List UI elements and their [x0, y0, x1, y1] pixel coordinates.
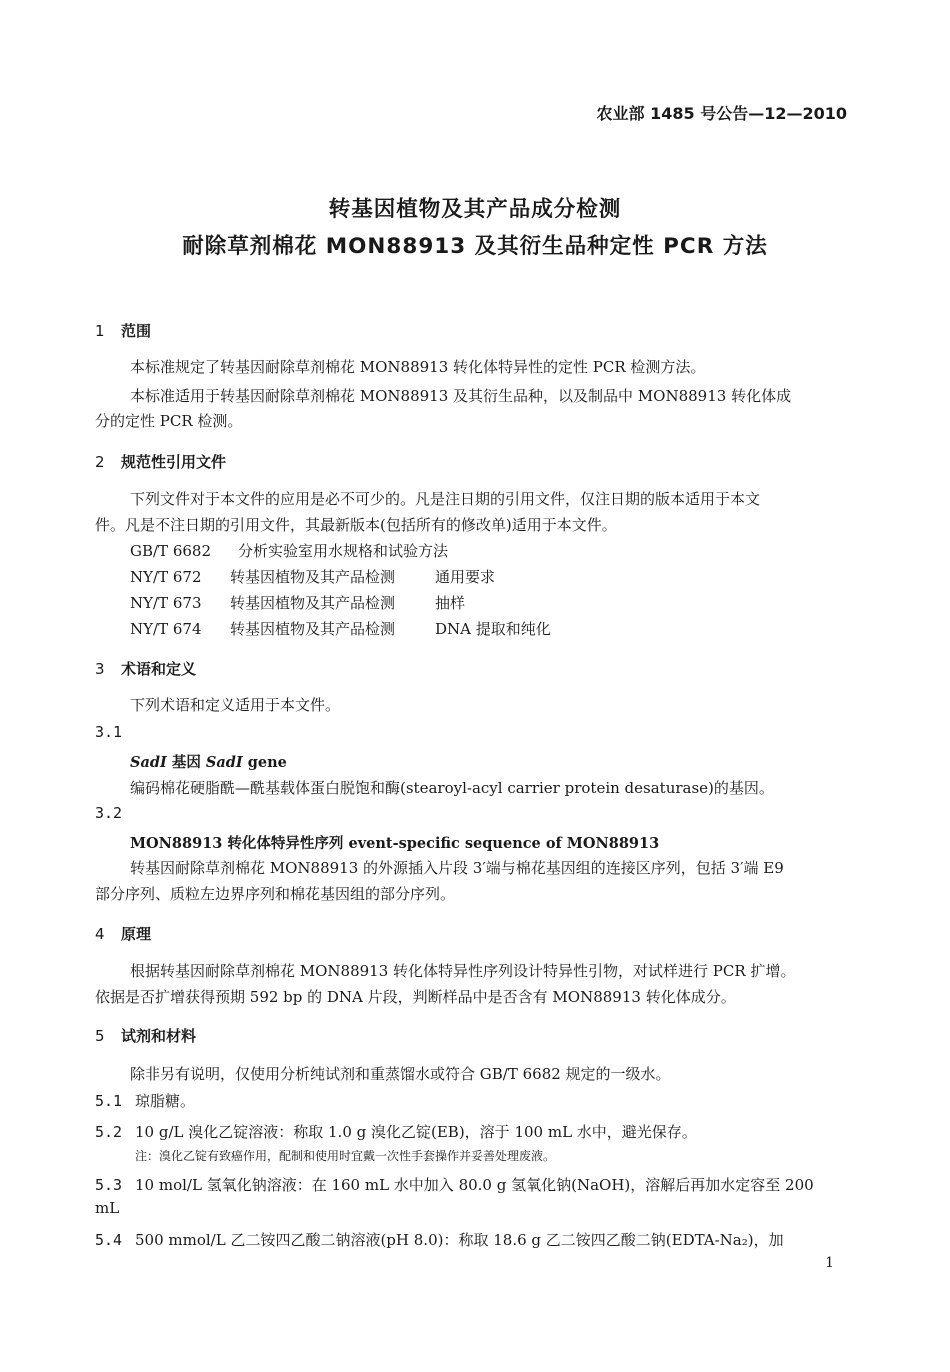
section-number: 3: [95, 660, 105, 678]
page-number: 1: [825, 1255, 834, 1271]
term-heading: MON88913 转化体特异性序列 event-specific sequence of MON88913: [130, 835, 660, 852]
item-number: 5.4: [95, 1231, 123, 1249]
paragraph: 除非另有说明，仅使用分析纯试剂和重蒸馏水或符合 GB/T 6682 规定的一级水。: [130, 1065, 671, 1083]
reference-item: [130, 566, 495, 587]
term-definition: 编码棉花硬脂酰—酰基载体蛋白脱饱和酶(stearoyl-acyl carrier protein desaturase)的基因。: [130, 779, 774, 797]
reference-extra: 抽样: [435, 594, 466, 612]
section-5-heading: [95, 1025, 196, 1046]
paragraph: 下列术语和定义适用于本文件。: [130, 696, 341, 714]
section-1-heading: [95, 320, 151, 341]
reference-item: [130, 540, 448, 561]
term-symbol: SadI: [130, 754, 167, 771]
reagent-item: [95, 1229, 784, 1250]
reagent-item: [95, 1090, 195, 1111]
section-title: 原理: [121, 925, 152, 943]
paragraph: 根据转基因耐除草剂棉花 MON88913 转化体特异性序列设计特异性引物，对试样进行 PCR 扩增。: [130, 962, 796, 980]
term-definition: 部分序列、质粒左边界序列和棉花基因组的部分序列。: [95, 885, 456, 903]
section-4-heading: [95, 923, 151, 944]
item-text: 琼脂糖。: [135, 1092, 196, 1110]
section-2-heading: [95, 451, 226, 472]
section-number: 2: [95, 453, 105, 471]
paragraph: 下列文件对于本文件的应用是必不可少的。凡是注日期的引用文件，仅注日期的版本适用于本文: [130, 490, 761, 508]
item-number: 5.1: [95, 1092, 123, 1110]
reference-title: 转基因植物及其产品检测: [230, 568, 396, 586]
subsection-number: 3.1: [95, 723, 123, 741]
item-text: 10 g/L 溴化乙锭溶液：称取 1.0 g 溴化乙锭(EB)，溶于 100 mL 水中，避光保存。: [135, 1123, 697, 1141]
standard-id: 农业部 1485 号公告—12—2010: [596, 104, 847, 123]
section-title: 术语和定义: [121, 660, 197, 678]
reference-title: 分析实验室用水规格和试验方法: [238, 542, 449, 560]
reference-code: NY/T 674: [130, 620, 202, 638]
paragraph: 分的定性 PCR 检测。: [95, 412, 243, 430]
term-text: gene: [242, 754, 287, 771]
item-text: 500 mmol/L 乙二铵四乙酸二钠溶液(pH 8.0)：称取 18.6 g 乙二铵四乙酸二钠(EDTA-Na₂)，加: [135, 1231, 784, 1249]
term-heading: [130, 751, 287, 772]
reference-code: GB/T 6682: [130, 542, 212, 560]
reagent-item: [95, 1121, 697, 1142]
section-number: 4: [95, 925, 105, 943]
reference-title: 转基因植物及其产品检测: [230, 594, 396, 612]
section-title: 范围: [121, 322, 152, 340]
subsection-number: 3.2: [95, 804, 123, 822]
paragraph: 件。凡是不注日期的引用文件，其最新版本(包括所有的修改单)适用于本文件。: [95, 516, 617, 534]
reference-item: [130, 592, 465, 613]
item-text: 10 mol/L 氢氧化钠溶液：在 160 mL 水中加入 80.0 g 氢氧化钠(NaOH)，溶解后再加水定容至 200: [135, 1176, 814, 1194]
section-title: 试剂和材料: [121, 1027, 197, 1045]
title-line-1: 转基因植物及其产品成分检测: [328, 197, 622, 222]
item-number: 5.2: [95, 1123, 123, 1141]
paragraph: 依据是否扩增获得预期 592 bp 的 DNA 片段，判断样品中是否含有 MON88913 转化体成分。: [95, 988, 736, 1006]
section-3-heading: [95, 658, 196, 679]
reference-code: NY/T 673: [130, 594, 202, 612]
paragraph: 本标准适用于转基因耐除草剂棉花 MON88913 及其衍生品种，以及制品中 MON88913 转化体成: [130, 387, 792, 405]
section-number: 1: [95, 322, 105, 340]
paragraph: mL: [95, 1199, 120, 1217]
term-text: 基因: [166, 754, 206, 771]
reference-extra: DNA 提取和纯化: [435, 620, 551, 638]
term-definition: 转基因耐除草剂棉花 MON88913 的外源插入片段 3′端与棉花基因组的连接区序列，包括 3′端 E9: [130, 859, 784, 877]
section-title: 规范性引用文件: [121, 453, 227, 471]
term-symbol: SadI: [205, 754, 243, 771]
reference-item: [130, 618, 551, 639]
paragraph: 本标准规定了转基因耐除草剂棉花 MON88913 转化体特异性的定性 PCR 检测方法。: [130, 358, 706, 376]
reference-title: 转基因植物及其产品检测: [230, 620, 396, 638]
note: 注：溴化乙锭有致癌作用，配制和使用时宜戴一次性手套操作并妥善处理废液。: [135, 1149, 556, 1163]
reference-extra: 通用要求: [435, 568, 496, 586]
section-number: 5: [95, 1027, 105, 1045]
item-number: 5.3: [95, 1176, 123, 1194]
reference-code: NY/T 672: [130, 568, 202, 586]
reagent-item: [95, 1174, 814, 1195]
title-line-2: 耐除草剂棉花 MON88913 及其衍生品种定性 PCR 方法: [182, 234, 768, 259]
